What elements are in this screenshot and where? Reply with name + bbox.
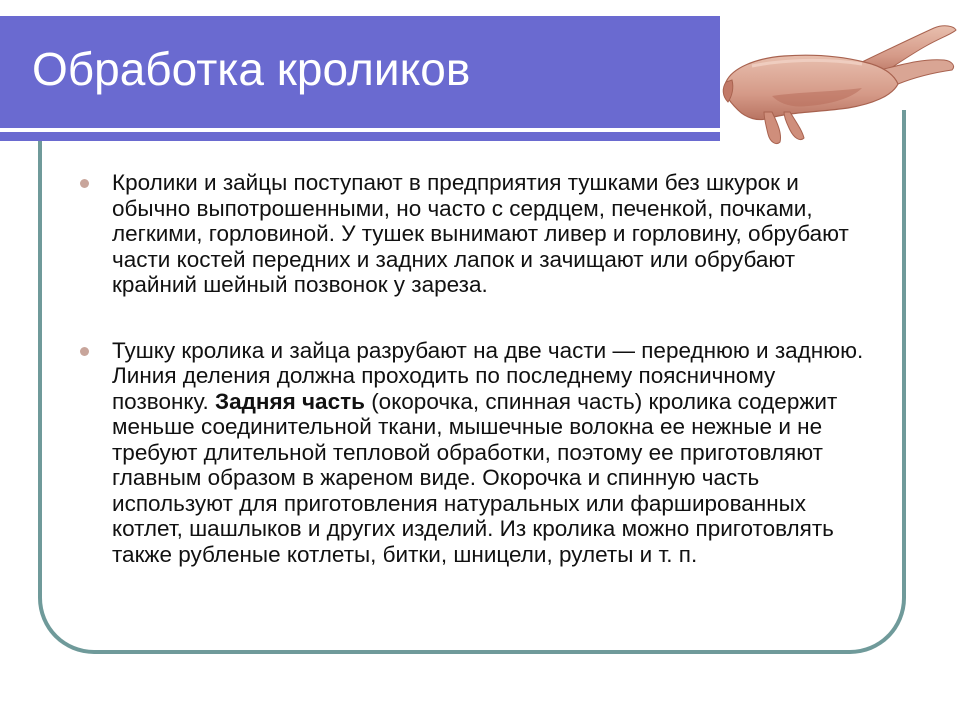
bullet-text-after: (окорочка, спинная часть) кролика содержит меньше соединительной ткани, мышечные волокна ее нежные и не требуют длительной тепловой обработки, поэтому ее приготовляют главным образом в жареном виде. Окорочка и спинную часть используют для приготовления натуральных или фаршированных котлет, шашлыков и других изделий. Из кролика можно приготовлять также рубленые котлеты, битки, шницели, рулеты и т. п. — [112, 388, 838, 567]
bullet-icon — [80, 179, 89, 188]
list-item — [76, 170, 866, 298]
bullet-icon — [80, 347, 89, 356]
bullet-text-bold: Задняя часть — [215, 388, 365, 414]
bullet-text-before: Тушку кролика и зайца разрубают на две части — переднюю и заднюю. Линия деления должна проходить по последнему поясничному позвонку. — [112, 337, 864, 414]
bullet-text: Кролики и зайцы поступают в предприятия тушками без шкурок и обычно выпотрошенными, но часто с сердцем, печенкой, почками, легкими, горловиной. У тушек вынимают ливер и горловину, обрубают части костей передних и задних лапок и зачищают или обрубают крайний шейный позвонок у зареза. — [112, 170, 849, 297]
bullet-text — [112, 338, 863, 567]
rabbit-carcass-image — [712, 0, 960, 160]
list-item — [76, 338, 866, 568]
title-underline — [0, 132, 720, 141]
bullet-list — [76, 170, 866, 607]
slide-title: Обработка кроликов — [32, 43, 471, 95]
